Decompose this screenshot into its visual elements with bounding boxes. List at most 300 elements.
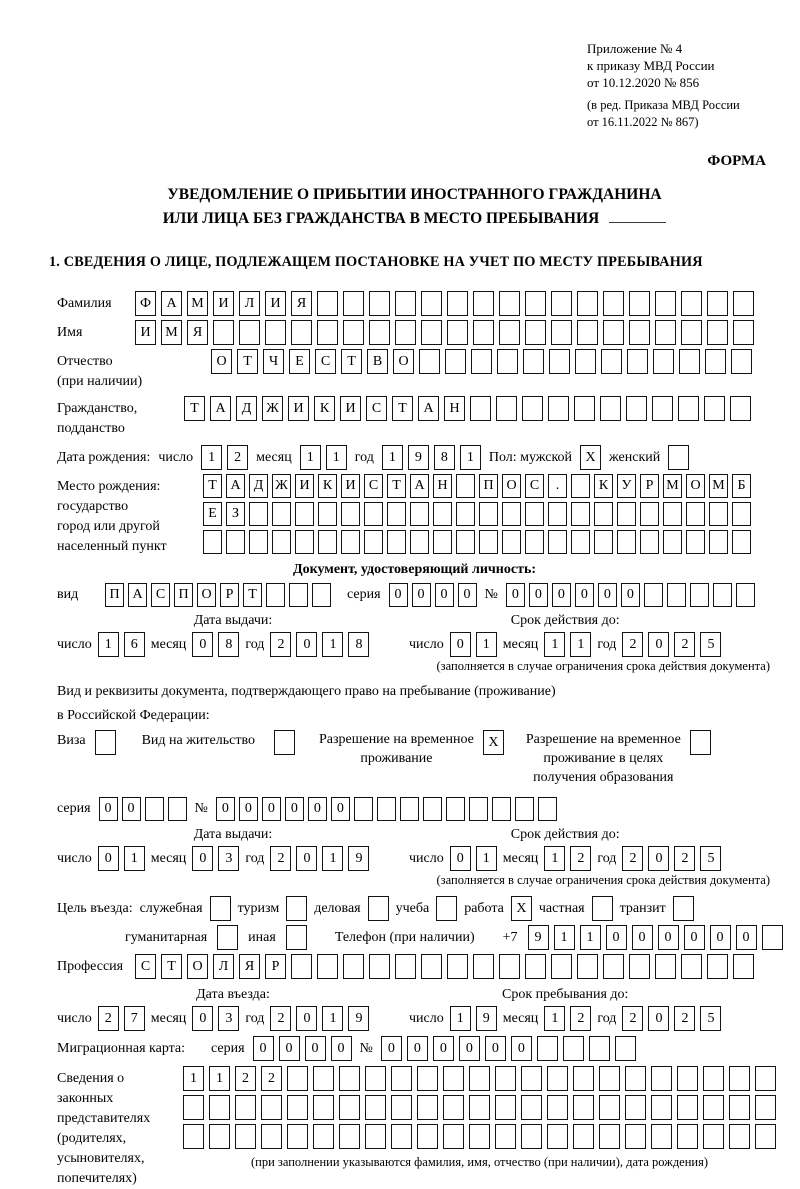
char-cell[interactable] xyxy=(145,797,164,821)
char-cell[interactable]: 2 xyxy=(270,1006,291,1031)
char-cell[interactable] xyxy=(577,291,598,316)
char-cell[interactable]: 0 xyxy=(552,583,571,607)
char-cell[interactable] xyxy=(547,1066,568,1091)
profession-field[interactable] xyxy=(135,954,754,979)
char-cell[interactable]: 0 xyxy=(658,925,679,950)
surname-field[interactable] xyxy=(135,291,754,316)
doc-type-field[interactable] xyxy=(105,583,331,607)
char-cell[interactable]: 0 xyxy=(648,632,669,657)
char-cell[interactable] xyxy=(625,1124,646,1149)
char-cell[interactable]: 7 xyxy=(124,1006,145,1031)
char-cell[interactable]: О xyxy=(502,474,521,498)
char-cell[interactable]: У xyxy=(617,474,636,498)
permit-valid-day-field[interactable] xyxy=(450,846,497,871)
char-cell[interactable]: А xyxy=(226,474,245,498)
char-cell[interactable] xyxy=(213,320,234,345)
char-cell[interactable]: 0 xyxy=(458,583,477,607)
char-cell[interactable]: 5 xyxy=(700,1006,721,1031)
char-cell[interactable] xyxy=(521,1066,542,1091)
char-cell[interactable] xyxy=(261,1095,282,1120)
char-cell[interactable]: Е xyxy=(203,502,222,526)
char-cell[interactable]: 2 xyxy=(227,445,248,470)
char-cell[interactable] xyxy=(594,502,613,526)
char-cell[interactable] xyxy=(755,1124,776,1149)
char-cell[interactable]: 0 xyxy=(575,583,594,607)
char-cell[interactable] xyxy=(341,502,360,526)
char-cell[interactable]: Р xyxy=(220,583,239,607)
char-cell[interactable] xyxy=(755,1095,776,1120)
citizenship-field[interactable] xyxy=(184,396,751,421)
char-cell[interactable]: 0 xyxy=(598,583,617,607)
char-cell[interactable] xyxy=(732,502,751,526)
char-cell[interactable]: 0 xyxy=(710,925,731,950)
char-cell[interactable] xyxy=(681,291,702,316)
char-cell[interactable] xyxy=(365,1124,386,1149)
stay-day-field[interactable] xyxy=(450,1006,497,1031)
permit-number-field[interactable] xyxy=(216,797,557,821)
sex-male-checkbox[interactable] xyxy=(580,445,601,470)
char-cell[interactable] xyxy=(617,502,636,526)
char-cell[interactable] xyxy=(410,502,429,526)
char-cell[interactable] xyxy=(538,797,557,821)
char-cell[interactable] xyxy=(629,320,650,345)
char-cell[interactable]: 9 xyxy=(348,1006,369,1031)
char-cell[interactable]: 1 xyxy=(98,632,119,657)
char-cell[interactable]: 0 xyxy=(192,632,213,657)
char-cell[interactable]: Ж xyxy=(272,474,291,498)
char-cell[interactable]: Т xyxy=(237,349,258,374)
representatives-row1-field[interactable] xyxy=(183,1066,776,1091)
char-cell[interactable] xyxy=(183,1124,204,1149)
char-cell[interactable]: 0 xyxy=(412,583,431,607)
sex-female-checkbox[interactable] xyxy=(668,445,689,470)
char-cell[interactable] xyxy=(651,1095,672,1120)
char-cell[interactable]: М xyxy=(161,320,182,345)
char-cell[interactable]: П xyxy=(174,583,193,607)
char-cell[interactable] xyxy=(447,954,468,979)
permit-series-field[interactable] xyxy=(99,797,187,821)
char-cell[interactable] xyxy=(502,530,521,554)
char-cell[interactable]: А xyxy=(410,474,429,498)
char-cell[interactable] xyxy=(571,530,590,554)
char-cell[interactable] xyxy=(469,1066,490,1091)
char-cell[interactable]: 0 xyxy=(485,1036,506,1061)
char-cell[interactable]: 2 xyxy=(622,846,643,871)
char-cell[interactable] xyxy=(521,1124,542,1149)
char-cell[interactable]: 1 xyxy=(450,1006,471,1031)
char-cell[interactable] xyxy=(709,502,728,526)
char-cell[interactable] xyxy=(736,583,755,607)
char-cell[interactable]: М xyxy=(187,291,208,316)
char-cell[interactable] xyxy=(339,1095,360,1120)
char-cell[interactable] xyxy=(600,396,621,421)
char-cell[interactable] xyxy=(547,1124,568,1149)
char-cell[interactable] xyxy=(295,502,314,526)
char-cell[interactable] xyxy=(732,530,751,554)
char-cell[interactable]: И xyxy=(265,291,286,316)
char-cell[interactable]: 9 xyxy=(528,925,549,950)
char-cell[interactable] xyxy=(443,1066,464,1091)
char-cell[interactable]: 8 xyxy=(434,445,455,470)
char-cell[interactable] xyxy=(287,1095,308,1120)
doc-issue-year-field[interactable] xyxy=(270,632,369,657)
char-cell[interactable]: 0 xyxy=(308,797,327,821)
char-cell[interactable]: 2 xyxy=(570,1006,591,1031)
char-cell[interactable]: 2 xyxy=(622,632,643,657)
char-cell[interactable] xyxy=(419,349,440,374)
char-cell[interactable] xyxy=(456,502,475,526)
representatives-row2-field[interactable] xyxy=(183,1095,776,1120)
char-cell[interactable]: 9 xyxy=(476,1006,497,1031)
char-cell[interactable]: 0 xyxy=(684,925,705,950)
char-cell[interactable]: 0 xyxy=(305,1036,326,1061)
char-cell[interactable]: Ч xyxy=(263,349,284,374)
char-cell[interactable] xyxy=(678,396,699,421)
char-cell[interactable] xyxy=(183,1095,204,1120)
char-cell[interactable]: 0 xyxy=(296,632,317,657)
char-cell[interactable] xyxy=(525,502,544,526)
char-cell[interactable] xyxy=(713,583,732,607)
char-cell[interactable]: 1 xyxy=(201,445,222,470)
char-cell[interactable]: 0 xyxy=(99,797,118,821)
char-cell[interactable] xyxy=(400,797,419,821)
char-cell[interactable] xyxy=(655,954,676,979)
char-cell[interactable] xyxy=(235,1124,256,1149)
char-cell[interactable] xyxy=(574,396,595,421)
char-cell[interactable] xyxy=(249,502,268,526)
phone-field[interactable] xyxy=(528,925,783,950)
char-cell[interactable]: С xyxy=(151,583,170,607)
purpose-work-checkbox[interactable] xyxy=(511,896,532,921)
char-cell[interactable] xyxy=(317,291,338,316)
name-field[interactable] xyxy=(135,320,754,345)
char-cell[interactable]: 1 xyxy=(322,1006,343,1031)
permit-issue-day-field[interactable] xyxy=(98,846,145,871)
char-cell[interactable] xyxy=(703,1095,724,1120)
char-cell[interactable] xyxy=(548,396,569,421)
char-cell[interactable] xyxy=(731,349,752,374)
char-cell[interactable]: А xyxy=(161,291,182,316)
char-cell[interactable] xyxy=(589,1036,610,1061)
char-cell[interactable] xyxy=(318,502,337,526)
char-cell[interactable]: X xyxy=(511,896,532,921)
char-cell[interactable]: 0 xyxy=(621,583,640,607)
char-cell[interactable] xyxy=(423,797,442,821)
char-cell[interactable]: 0 xyxy=(648,846,669,871)
char-cell[interactable] xyxy=(391,1124,412,1149)
char-cell[interactable]: 6 xyxy=(124,632,145,657)
char-cell[interactable]: 0 xyxy=(435,583,454,607)
char-cell[interactable]: 2 xyxy=(235,1066,256,1091)
migcard-series-field[interactable] xyxy=(253,1036,352,1061)
char-cell[interactable]: Т xyxy=(243,583,262,607)
char-cell[interactable] xyxy=(573,1095,594,1120)
char-cell[interactable]: 5 xyxy=(700,632,721,657)
char-cell[interactable] xyxy=(354,797,373,821)
char-cell[interactable] xyxy=(571,474,590,498)
char-cell[interactable]: 0 xyxy=(192,1006,213,1031)
char-cell[interactable]: 1 xyxy=(476,846,497,871)
char-cell[interactable] xyxy=(690,730,711,755)
char-cell[interactable] xyxy=(673,896,694,921)
char-cell[interactable]: 0 xyxy=(279,1036,300,1061)
char-cell[interactable] xyxy=(730,396,751,421)
char-cell[interactable]: Я xyxy=(187,320,208,345)
char-cell[interactable]: Т xyxy=(203,474,222,498)
char-cell[interactable] xyxy=(681,954,702,979)
char-cell[interactable]: И xyxy=(288,396,309,421)
char-cell[interactable]: 2 xyxy=(261,1066,282,1091)
doc-valid-year-field[interactable] xyxy=(622,632,721,657)
char-cell[interactable] xyxy=(617,530,636,554)
char-cell[interactable] xyxy=(499,291,520,316)
char-cell[interactable] xyxy=(436,896,457,921)
rvp-education-checkbox[interactable] xyxy=(690,730,711,755)
char-cell[interactable] xyxy=(571,502,590,526)
char-cell[interactable] xyxy=(495,1095,516,1120)
char-cell[interactable] xyxy=(317,320,338,345)
char-cell[interactable] xyxy=(443,1095,464,1120)
char-cell[interactable]: И xyxy=(340,396,361,421)
char-cell[interactable] xyxy=(707,320,728,345)
char-cell[interactable]: 0 xyxy=(450,846,471,871)
doc-series-field[interactable] xyxy=(389,583,477,607)
purpose-transit-checkbox[interactable] xyxy=(673,896,694,921)
char-cell[interactable] xyxy=(523,349,544,374)
char-cell[interactable]: 1 xyxy=(124,846,145,871)
char-cell[interactable] xyxy=(387,502,406,526)
purpose-other-checkbox[interactable] xyxy=(286,925,307,950)
purpose-private-checkbox[interactable] xyxy=(592,896,613,921)
char-cell[interactable]: 2 xyxy=(674,632,695,657)
char-cell[interactable] xyxy=(729,1095,750,1120)
char-cell[interactable]: К xyxy=(594,474,613,498)
char-cell[interactable]: 8 xyxy=(218,632,239,657)
char-cell[interactable] xyxy=(525,320,546,345)
char-cell[interactable] xyxy=(421,320,442,345)
char-cell[interactable]: Н xyxy=(433,474,452,498)
char-cell[interactable] xyxy=(709,530,728,554)
char-cell[interactable]: 0 xyxy=(296,846,317,871)
char-cell[interactable] xyxy=(677,1095,698,1120)
char-cell[interactable] xyxy=(525,954,546,979)
char-cell[interactable]: 1 xyxy=(580,925,601,950)
char-cell[interactable] xyxy=(365,1066,386,1091)
char-cell[interactable]: 0 xyxy=(433,1036,454,1061)
stay-month-field[interactable] xyxy=(544,1006,591,1031)
char-cell[interactable]: Я xyxy=(239,954,260,979)
char-cell[interactable] xyxy=(515,797,534,821)
char-cell[interactable]: 0 xyxy=(239,797,258,821)
birth-day-field[interactable] xyxy=(201,445,248,470)
char-cell[interactable] xyxy=(762,925,783,950)
char-cell[interactable] xyxy=(291,320,312,345)
char-cell[interactable] xyxy=(368,896,389,921)
char-cell[interactable] xyxy=(615,1036,636,1061)
char-cell[interactable] xyxy=(705,349,726,374)
char-cell[interactable] xyxy=(265,320,286,345)
char-cell[interactable] xyxy=(395,320,416,345)
char-cell[interactable] xyxy=(548,530,567,554)
char-cell[interactable] xyxy=(577,320,598,345)
char-cell[interactable]: Т xyxy=(392,396,413,421)
char-cell[interactable] xyxy=(168,797,187,821)
char-cell[interactable] xyxy=(644,583,663,607)
char-cell[interactable] xyxy=(686,502,705,526)
char-cell[interactable] xyxy=(651,1066,672,1091)
patronymic-field[interactable] xyxy=(211,349,752,374)
stay-year-field[interactable] xyxy=(622,1006,721,1031)
purpose-tourism-checkbox[interactable] xyxy=(286,896,307,921)
char-cell[interactable]: 0 xyxy=(459,1036,480,1061)
char-cell[interactable] xyxy=(707,954,728,979)
char-cell[interactable] xyxy=(291,954,312,979)
char-cell[interactable] xyxy=(625,1095,646,1120)
permit-valid-year-field[interactable] xyxy=(622,846,721,871)
doc-issue-day-field[interactable] xyxy=(98,632,145,657)
char-cell[interactable] xyxy=(261,1124,282,1149)
char-cell[interactable]: С xyxy=(135,954,156,979)
doc-number-field[interactable] xyxy=(506,583,755,607)
char-cell[interactable] xyxy=(343,291,364,316)
char-cell[interactable]: А xyxy=(128,583,147,607)
char-cell[interactable]: О xyxy=(211,349,232,374)
char-cell[interactable] xyxy=(496,396,517,421)
char-cell[interactable]: 0 xyxy=(285,797,304,821)
char-cell[interactable] xyxy=(690,583,709,607)
char-cell[interactable]: Т xyxy=(387,474,406,498)
char-cell[interactable] xyxy=(497,349,518,374)
char-cell[interactable]: 1 xyxy=(322,632,343,657)
char-cell[interactable]: 3 xyxy=(218,1006,239,1031)
birthplace-row3-field[interactable] xyxy=(203,530,751,554)
char-cell[interactable] xyxy=(433,530,452,554)
char-cell[interactable]: М xyxy=(663,474,682,498)
char-cell[interactable]: 0 xyxy=(632,925,653,950)
char-cell[interactable] xyxy=(525,530,544,554)
char-cell[interactable] xyxy=(209,1095,230,1120)
char-cell[interactable]: Р xyxy=(265,954,286,979)
char-cell[interactable] xyxy=(492,797,511,821)
char-cell[interactable] xyxy=(563,1036,584,1061)
permit-issue-year-field[interactable] xyxy=(270,846,369,871)
char-cell[interactable]: 0 xyxy=(331,797,350,821)
char-cell[interactable]: Д xyxy=(249,474,268,498)
char-cell[interactable] xyxy=(369,291,390,316)
char-cell[interactable] xyxy=(289,583,308,607)
char-cell[interactable]: 1 xyxy=(322,846,343,871)
char-cell[interactable] xyxy=(456,530,475,554)
char-cell[interactable] xyxy=(677,1066,698,1091)
char-cell[interactable] xyxy=(471,349,492,374)
char-cell[interactable] xyxy=(729,1066,750,1091)
char-cell[interactable] xyxy=(592,896,613,921)
birth-month-field[interactable] xyxy=(300,445,347,470)
char-cell[interactable]: 0 xyxy=(511,1036,532,1061)
char-cell[interactable]: X xyxy=(483,730,504,755)
char-cell[interactable] xyxy=(652,396,673,421)
char-cell[interactable] xyxy=(599,1095,620,1120)
char-cell[interactable] xyxy=(575,349,596,374)
char-cell[interactable] xyxy=(655,320,676,345)
char-cell[interactable]: 9 xyxy=(348,846,369,871)
char-cell[interactable] xyxy=(547,1095,568,1120)
char-cell[interactable]: Р xyxy=(640,474,659,498)
char-cell[interactable] xyxy=(417,1066,438,1091)
char-cell[interactable]: . xyxy=(548,474,567,498)
char-cell[interactable] xyxy=(421,291,442,316)
char-cell[interactable]: П xyxy=(479,474,498,498)
char-cell[interactable]: 5 xyxy=(700,846,721,871)
char-cell[interactable]: 3 xyxy=(218,846,239,871)
char-cell[interactable]: 1 xyxy=(382,445,403,470)
char-cell[interactable]: 1 xyxy=(570,632,591,657)
char-cell[interactable] xyxy=(703,1124,724,1149)
char-cell[interactable] xyxy=(627,349,648,374)
char-cell[interactable]: 2 xyxy=(570,846,591,871)
char-cell[interactable]: С xyxy=(525,474,544,498)
char-cell[interactable]: Д xyxy=(236,396,257,421)
char-cell[interactable] xyxy=(755,1066,776,1091)
char-cell[interactable] xyxy=(469,1095,490,1120)
entry-month-field[interactable] xyxy=(192,1006,239,1031)
char-cell[interactable]: Я xyxy=(291,291,312,316)
char-cell[interactable]: О xyxy=(197,583,216,607)
char-cell[interactable]: И xyxy=(135,320,156,345)
char-cell[interactable] xyxy=(681,320,702,345)
representatives-row3-field[interactable] xyxy=(183,1124,776,1149)
char-cell[interactable]: 0 xyxy=(736,925,757,950)
char-cell[interactable] xyxy=(667,583,686,607)
char-cell[interactable]: О xyxy=(187,954,208,979)
char-cell[interactable]: И xyxy=(295,474,314,498)
char-cell[interactable] xyxy=(629,291,650,316)
char-cell[interactable]: Т xyxy=(161,954,182,979)
char-cell[interactable] xyxy=(210,896,231,921)
migcard-number-field[interactable] xyxy=(381,1036,636,1061)
char-cell[interactable] xyxy=(239,320,260,345)
char-cell[interactable]: 2 xyxy=(270,846,291,871)
char-cell[interactable] xyxy=(377,797,396,821)
char-cell[interactable]: М xyxy=(709,474,728,498)
char-cell[interactable] xyxy=(312,583,331,607)
char-cell[interactable] xyxy=(469,797,488,821)
char-cell[interactable] xyxy=(287,1124,308,1149)
char-cell[interactable]: 0 xyxy=(407,1036,428,1061)
char-cell[interactable]: 0 xyxy=(192,846,213,871)
char-cell[interactable] xyxy=(522,396,543,421)
char-cell[interactable]: 0 xyxy=(381,1036,402,1061)
char-cell[interactable] xyxy=(677,1124,698,1149)
char-cell[interactable] xyxy=(447,291,468,316)
char-cell[interactable]: И xyxy=(341,474,360,498)
char-cell[interactable]: 0 xyxy=(506,583,525,607)
char-cell[interactable] xyxy=(495,1124,516,1149)
char-cell[interactable]: 2 xyxy=(98,1006,119,1031)
char-cell[interactable] xyxy=(668,445,689,470)
char-cell[interactable]: Л xyxy=(213,954,234,979)
char-cell[interactable] xyxy=(551,291,572,316)
char-cell[interactable] xyxy=(473,954,494,979)
char-cell[interactable] xyxy=(470,396,491,421)
char-cell[interactable] xyxy=(364,530,383,554)
char-cell[interactable] xyxy=(313,1066,334,1091)
char-cell[interactable]: 2 xyxy=(674,846,695,871)
char-cell[interactable]: Н xyxy=(444,396,465,421)
char-cell[interactable] xyxy=(369,954,390,979)
char-cell[interactable] xyxy=(733,291,754,316)
char-cell[interactable]: 1 xyxy=(544,632,565,657)
